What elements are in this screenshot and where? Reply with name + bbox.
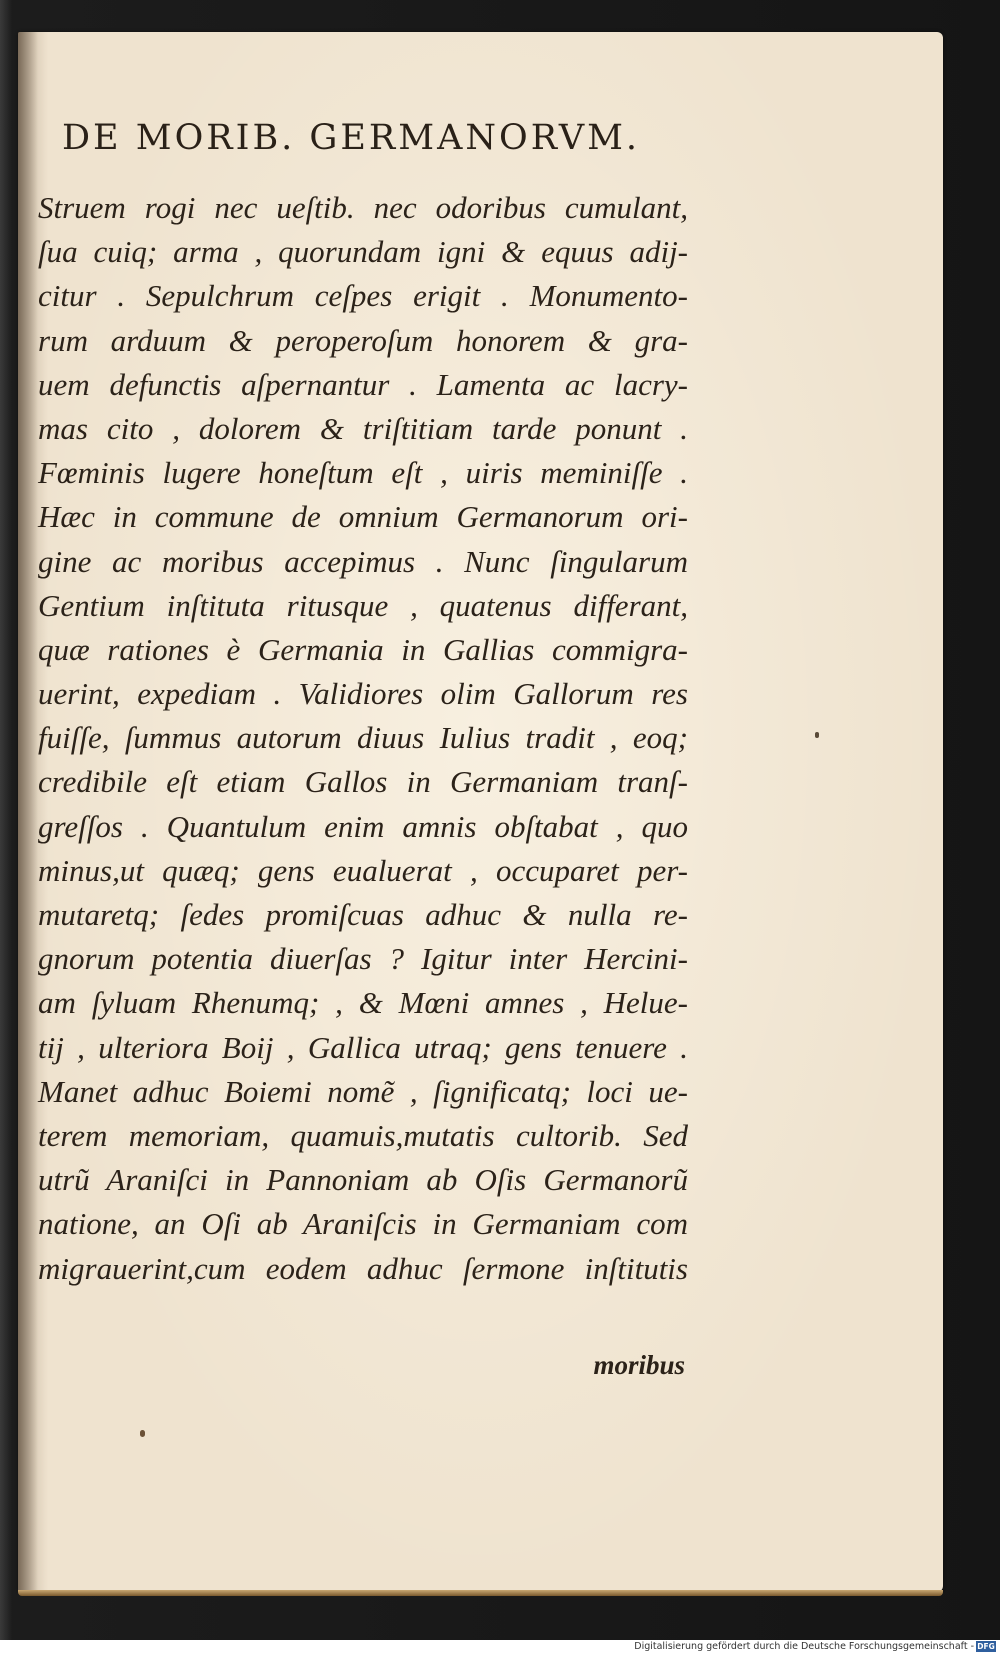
text-line: uem defunctis aſpernantur . Lamenta ac lacry- [38,366,688,402]
text-line: Gentium inſtituta ritusque , quatenus differant, [38,587,688,623]
text-line: ſua cuiq; arma , quorundam igni & equus adij- [38,234,688,270]
text-line: Fœminis lugere honeſtum eſt , uiris meminiſſe . [38,455,688,491]
text-line: citur . Sepulchrum ceſpes erigit . Monumento- [38,278,688,314]
text-line: fuiſſe, ſummus autorum diuus Iulius tradit , eoq; [38,720,688,756]
text-line: Manet adhuc Boiemi nomẽ , ſignificatq; loci ue- [38,1073,688,1109]
text-line: quæ rationes è Germania in Gallias commigra- [38,631,688,667]
text-line: Struem rogi nec ueſtib. nec odoribus cumulant, [38,190,688,225]
paper-speck [140,1430,145,1437]
text-line: mas cito , dolorem & triſtitiam tarde ponunt . [38,410,688,446]
funding-credit: Digitalisierung gefördert durch die Deutsche Forschungsgemeinschaft - [634,1641,974,1652]
text-line: natione, an Oſi ab Araniſcis in Germaniam com [38,1206,688,1242]
text-line: migrauerint,cum eodem adhuc ſermone inſtitutis [38,1250,688,1286]
text-line: terem memoriam, quamuis,mutatis cultorib. Sed [38,1117,688,1153]
digitization-footer [0,1640,1000,1653]
text-line: rum arduum & peroperoſum honorem & gra- [38,322,688,358]
text-line: utrũ Araniſci in Pannoniam ab Oſis Germanorũ [38,1162,688,1198]
running-head: DE MORIB. GERMANORVM. [62,118,641,158]
text-line: tij , ulteriora Boij , Gallica utraq; gens tenuere . [38,1029,688,1065]
margin-ink-mark [815,732,819,738]
text-line: Hæc in commune de omnium Germanorum ori- [38,499,688,535]
text-line: gnorum potentia diuerſas ? Igitur inter Hercini- [38,941,688,977]
text-line: am ſyluam Rhenumq; , & Mœni amnes , Helue- [38,985,688,1021]
page-bottom-edge [18,1590,943,1596]
text-line: gine ac moribus accepimus . Nunc ſingularum [38,543,688,579]
text-line: uerint, expediam . Validiores olim Gallorum res [38,676,688,712]
text-line: mutaretq; ſedes promiſcuas adhuc & nulla re- [38,897,688,932]
body-text [38,186,688,1291]
dfg-logo-icon: DFG [977,1642,995,1651]
text-line: credibile eſt etiam Gallos in Germaniam tranſ- [38,764,688,800]
catchword: moribus [593,1350,685,1380]
gutter-shadow [18,32,38,1592]
text-line: minus,ut quæq; gens eualuerat , occuparet per- [38,852,688,888]
text-line: greſſos . Quantulum enim amnis obſtabat , quo [38,808,688,844]
